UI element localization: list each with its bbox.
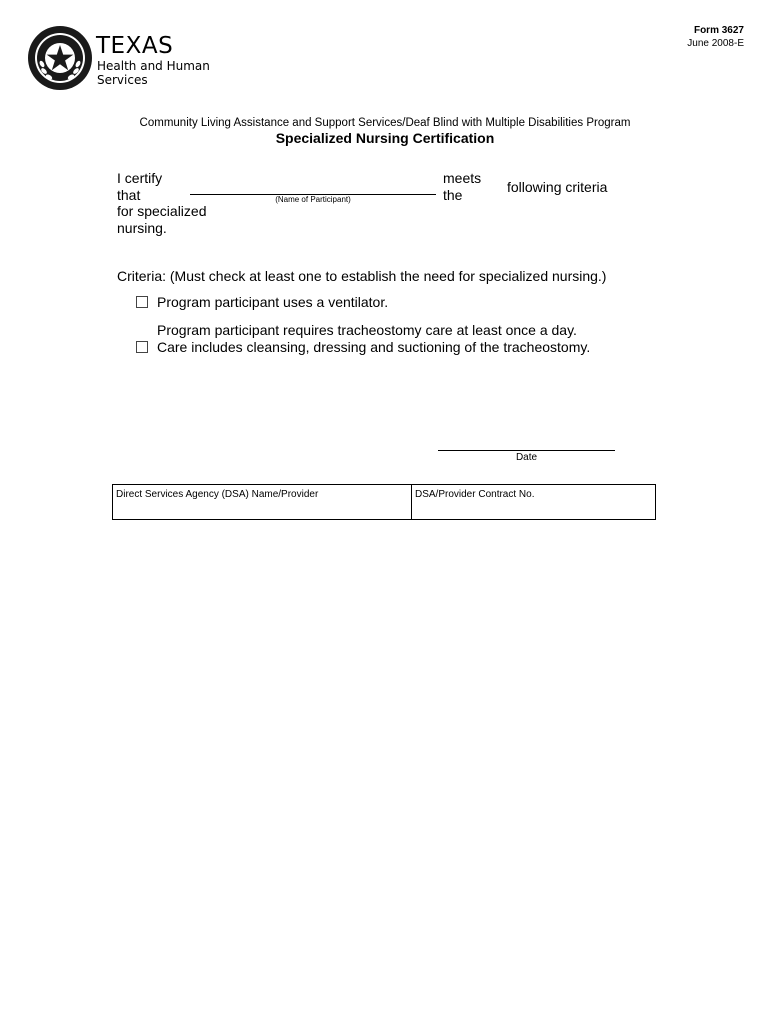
following-criteria-text: following criteria [507, 179, 608, 195]
logo-line-2: Health and Human [97, 59, 210, 73]
page-title: Specialized Nursing Certification [275, 130, 495, 146]
ventilator-criterion-label: Program participant uses a ventilator. [157, 294, 389, 310]
certify-line-4: nursing. [117, 219, 167, 236]
certify-line-2: that [117, 186, 141, 203]
form-number: Form 3627 [693, 25, 744, 36]
program-name: Community Living Assistance and Support Services/Deaf Blind with Multiple Disabilities Program [139, 117, 631, 129]
certify-line-1: I certify [117, 170, 163, 186]
meets-text [443, 170, 493, 203]
tracheostomy-criterion-line-2: Care includes cleansing, dressing and suctioning of the tracheostomy. [157, 339, 591, 355]
contract-number-field[interactable] [412, 485, 655, 519]
tracheostomy-criterion-line-1: Program participant requires tracheostomy care at least once a day. [157, 322, 577, 338]
provider-table [112, 484, 656, 520]
contract-number-label: DSA/Provider Contract No. [415, 489, 535, 500]
logo-texas-text: TEXAS [96, 33, 174, 59]
texas-seal-logo [26, 24, 94, 92]
date-caption: Date [515, 452, 538, 463]
dsa-name-field[interactable] [113, 485, 412, 519]
tracheostomy-checkbox[interactable] [136, 341, 148, 353]
meets-line-2: the [443, 186, 463, 203]
form-date: June 2008-E [687, 38, 744, 49]
date-field[interactable] [438, 450, 615, 451]
logo-agency-text [97, 59, 210, 87]
logo-line-3: Services [97, 73, 148, 87]
dsa-name-label: Direct Services Agency (DSA) Name/Provider [116, 489, 319, 500]
criteria-heading: Criteria: (Must check at least one to establish the need for specialized nursing.) [117, 268, 607, 284]
certify-line-3: for specialized [117, 203, 207, 219]
ventilator-checkbox[interactable] [136, 296, 148, 308]
participant-name-caption: (Name of Participant) [275, 195, 351, 204]
meets-line-1: meets [443, 170, 482, 186]
